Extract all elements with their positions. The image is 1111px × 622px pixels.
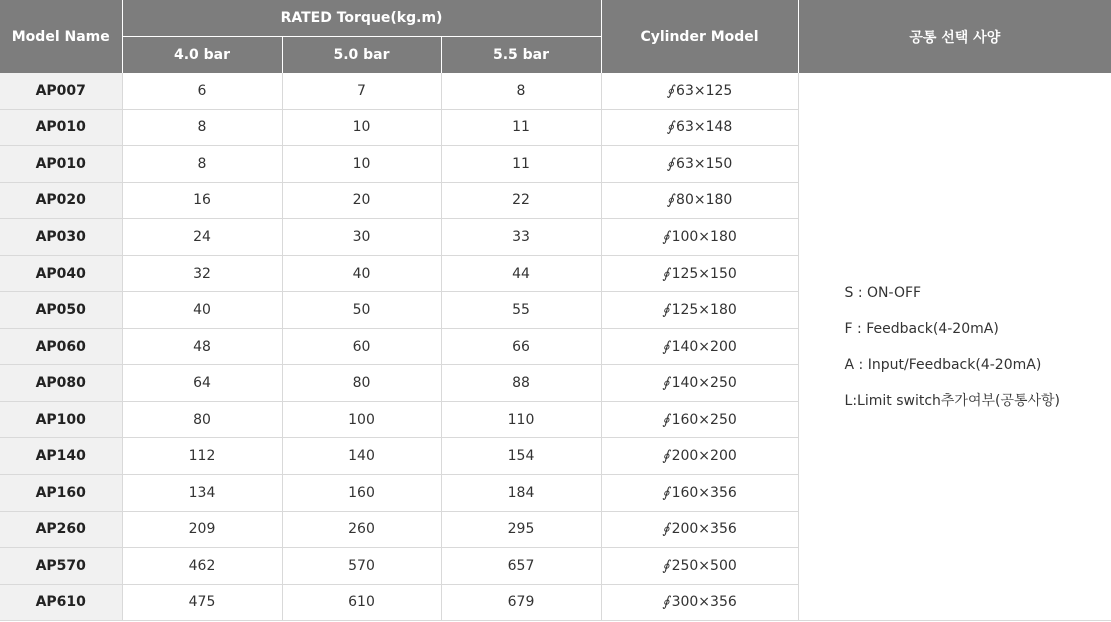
torque-5-5-cell: 154 <box>441 438 601 475</box>
cylinder-model-cell <box>601 365 798 402</box>
diameter-symbol-icon: ∮ <box>662 448 670 465</box>
torque-5-0-cell: 30 <box>282 219 441 256</box>
torque-5-0-cell: 40 <box>282 255 441 292</box>
diameter-symbol-icon: ∮ <box>662 375 670 392</box>
cylinder-model-cell <box>601 109 798 146</box>
torque-4-0-cell: 462 <box>122 548 282 585</box>
model-name-cell: AP007 <box>0 73 122 109</box>
cylinder-size: 160×356 <box>671 484 737 501</box>
model-name-cell: AP010 <box>0 109 122 146</box>
torque-4-0-cell: 64 <box>122 365 282 402</box>
torque-5-5-cell: 33 <box>441 219 601 256</box>
model-name-cell: AP040 <box>0 255 122 292</box>
cylinder-size: 200×356 <box>671 521 737 538</box>
cylinder-size: 250×500 <box>671 557 737 574</box>
cylinder-model-cell <box>601 73 798 109</box>
torque-4-0-cell: 24 <box>122 219 282 256</box>
model-name-cell: AP570 <box>0 548 122 585</box>
cylinder-size: 125×180 <box>671 302 737 319</box>
torque-5-5-cell: 22 <box>441 182 601 219</box>
torque-4-0-cell: 112 <box>122 438 282 475</box>
diameter-symbol-icon: ∮ <box>666 192 675 209</box>
torque-5-5-cell: 55 <box>441 292 601 329</box>
diameter-symbol-icon: ∮ <box>662 484 670 501</box>
model-name-cell: AP020 <box>0 182 122 219</box>
diameter-symbol-icon: ∮ <box>662 594 670 611</box>
torque-4-0-cell: 32 <box>122 255 282 292</box>
cylinder-size: 140×250 <box>671 375 737 392</box>
torque-4-0-cell: 6 <box>122 73 282 109</box>
header-model-name: Model Name <box>0 0 122 73</box>
torque-5-5-cell: 657 <box>441 548 601 585</box>
diameter-symbol-icon: ∮ <box>662 557 670 574</box>
diameter-symbol-icon: ∮ <box>666 119 675 136</box>
diameter-symbol-icon: ∮ <box>662 521 670 538</box>
torque-5-5-cell: 679 <box>441 584 601 621</box>
common-option-item: F : Feedback(4-20mA) <box>844 320 999 337</box>
cylinder-size: 63×150 <box>676 155 733 172</box>
common-option-item: L:Limit switch추가여부(공통사항) <box>844 392 1061 409</box>
torque-4-0-cell: 16 <box>122 182 282 219</box>
header-row-top <box>0 0 1111 37</box>
model-name-cell: AP260 <box>0 511 122 548</box>
cylinder-model-cell <box>601 182 798 219</box>
diameter-symbol-icon: ∮ <box>662 338 670 355</box>
torque-5-5-cell: 8 <box>441 73 601 109</box>
torque-5-0-cell: 7 <box>282 73 441 109</box>
torque-5-0-cell: 610 <box>282 584 441 621</box>
header-rated-torque: RATED Torque(kg.m) <box>122 0 601 37</box>
torque-5-5-cell: 44 <box>441 255 601 292</box>
diameter-symbol-icon: ∮ <box>666 82 675 99</box>
model-name-cell: AP030 <box>0 219 122 256</box>
table-row <box>0 73 1111 109</box>
common-option-item: S : ON-OFF <box>844 284 922 301</box>
torque-5-5-cell: 110 <box>441 401 601 438</box>
torque-4-0-cell: 40 <box>122 292 282 329</box>
cylinder-model-cell <box>601 548 798 585</box>
torque-4-0-cell: 209 <box>122 511 282 548</box>
torque-5-5-cell: 88 <box>441 365 601 402</box>
diameter-symbol-icon: ∮ <box>662 302 670 319</box>
torque-5-0-cell: 100 <box>282 401 441 438</box>
torque-5-0-cell: 140 <box>282 438 441 475</box>
cylinder-size: 200×200 <box>671 448 737 465</box>
torque-5-0-cell: 50 <box>282 292 441 329</box>
torque-5-0-cell: 20 <box>282 182 441 219</box>
cylinder-size: 63×148 <box>676 119 733 136</box>
cylinder-model-cell <box>601 219 798 256</box>
header-bar-5-0: 5.0 bar <box>282 37 441 74</box>
torque-4-0-cell: 134 <box>122 475 282 512</box>
cylinder-model-cell <box>601 328 798 365</box>
table-header <box>0 0 1111 73</box>
torque-5-5-cell: 66 <box>441 328 601 365</box>
header-bar-4-0: 4.0 bar <box>122 37 282 74</box>
cylinder-model-cell <box>601 475 798 512</box>
model-name-cell: AP100 <box>0 401 122 438</box>
common-options-cell <box>798 73 1111 621</box>
model-name-cell: AP080 <box>0 365 122 402</box>
cylinder-size: 63×125 <box>676 82 733 99</box>
torque-5-0-cell: 160 <box>282 475 441 512</box>
cylinder-size: 300×356 <box>671 594 737 611</box>
cylinder-model-cell <box>601 511 798 548</box>
header-common-options: 공통 선택 사양 <box>798 0 1111 73</box>
diameter-symbol-icon: ∮ <box>662 265 670 282</box>
cylinder-size: 125×150 <box>671 265 737 282</box>
cylinder-size: 160×250 <box>671 411 737 428</box>
model-name-cell: AP010 <box>0 146 122 183</box>
torque-4-0-cell: 8 <box>122 109 282 146</box>
table-body <box>0 73 1111 621</box>
cylinder-model-cell <box>601 401 798 438</box>
torque-5-5-cell: 11 <box>441 109 601 146</box>
torque-4-0-cell: 48 <box>122 328 282 365</box>
cylinder-size: 80×180 <box>676 192 733 209</box>
cylinder-model-cell <box>601 584 798 621</box>
torque-5-0-cell: 80 <box>282 365 441 402</box>
torque-5-5-cell: 184 <box>441 475 601 512</box>
cylinder-size: 140×200 <box>671 338 737 355</box>
cylinder-size: 100×180 <box>671 228 737 245</box>
cylinder-model-cell <box>601 292 798 329</box>
cylinder-model-cell <box>601 255 798 292</box>
model-name-cell: AP610 <box>0 584 122 621</box>
torque-4-0-cell: 80 <box>122 401 282 438</box>
diameter-symbol-icon: ∮ <box>662 228 670 245</box>
torque-5-5-cell: 295 <box>441 511 601 548</box>
torque-5-0-cell: 10 <box>282 109 441 146</box>
common-option-item: A : Input/Feedback(4-20mA) <box>844 356 1042 373</box>
cylinder-model-cell <box>601 438 798 475</box>
torque-5-0-cell: 570 <box>282 548 441 585</box>
torque-5-0-cell: 260 <box>282 511 441 548</box>
torque-5-0-cell: 60 <box>282 328 441 365</box>
torque-5-5-cell: 11 <box>441 146 601 183</box>
model-name-cell: AP140 <box>0 438 122 475</box>
torque-5-0-cell: 10 <box>282 146 441 183</box>
model-name-cell: AP050 <box>0 292 122 329</box>
diameter-symbol-icon: ∮ <box>666 155 675 172</box>
header-bar-5-5: 5.5 bar <box>441 37 601 74</box>
model-name-cell: AP160 <box>0 475 122 512</box>
model-name-cell: AP060 <box>0 328 122 365</box>
header-cylinder-model: Cylinder Model <box>601 0 798 73</box>
diameter-symbol-icon: ∮ <box>662 411 670 428</box>
torque-4-0-cell: 8 <box>122 146 282 183</box>
cylinder-model-cell <box>601 146 798 183</box>
torque-4-0-cell: 475 <box>122 584 282 621</box>
